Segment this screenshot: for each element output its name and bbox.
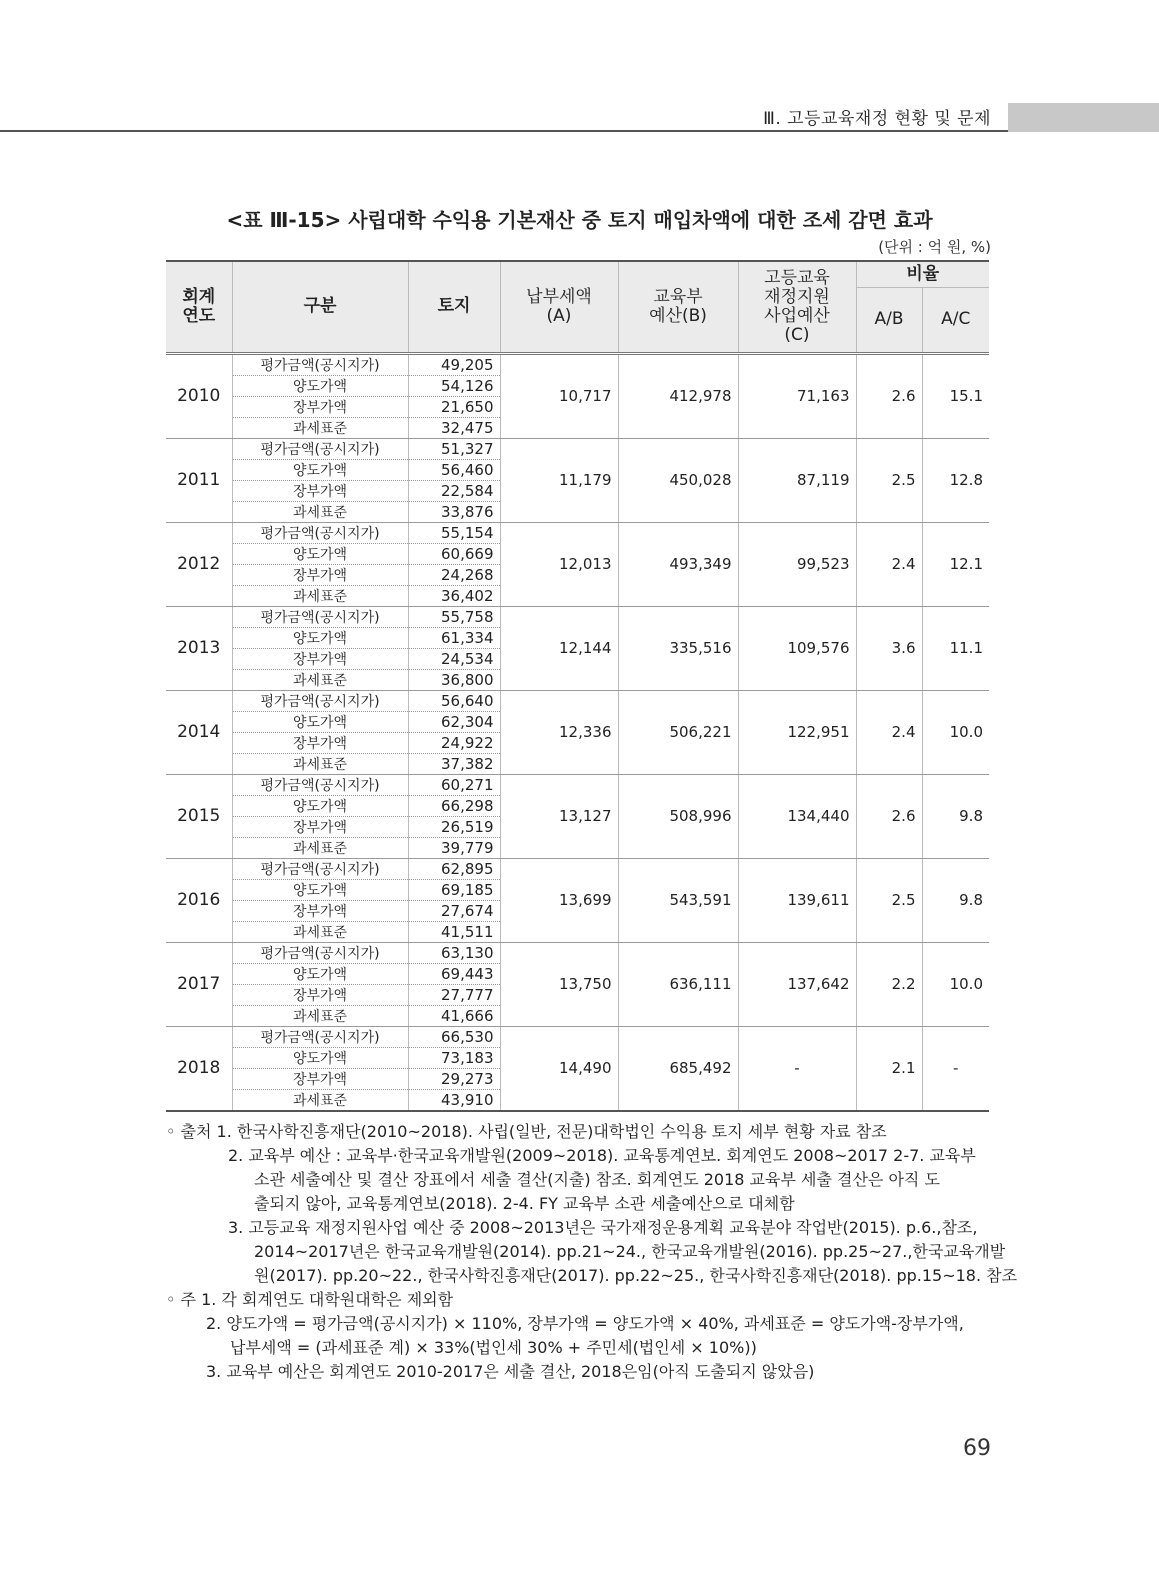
col-header-ab: A/B — [856, 287, 922, 353]
table-row — [166, 1026, 989, 1047]
notes — [166, 1120, 1018, 1384]
year-cell: 2015 — [166, 774, 232, 858]
category-cell: 장부가액 — [232, 816, 408, 837]
tax-cell: 13,699 — [500, 858, 618, 942]
table-row — [166, 858, 989, 879]
category-cell: 평가금액(공시지가) — [232, 1026, 408, 1047]
land-cell: 36,800 — [408, 669, 500, 690]
ratio-ab-cell: 2.5 — [856, 858, 922, 942]
support-budget-cell: 109,576 — [738, 606, 856, 690]
table-row — [166, 353, 989, 375]
ratio-ac-cell: - — [922, 1026, 989, 1111]
category-cell: 장부가액 — [232, 480, 408, 501]
land-cell: 56,640 — [408, 690, 500, 711]
table-row — [166, 438, 989, 459]
ratio-ac-cell: 10.0 — [922, 942, 989, 1026]
table-row — [166, 942, 989, 963]
note-line: 2. 교육부 예산 : 교육부·한국교육개발원(2009~2018). 교육통계연보. 회계연도 2008~2017 2-7. 교육부 — [228, 1146, 976, 1165]
category-cell: 평가금액(공시지가) — [232, 942, 408, 963]
land-cell: 41,666 — [408, 1005, 500, 1026]
land-cell: 60,271 — [408, 774, 500, 795]
land-cell: 60,669 — [408, 543, 500, 564]
note-line: 3. 교육부 예산은 회계연도 2010-2017은 세출 결산, 2018은임(아직 도출되지 않았음) — [206, 1362, 815, 1381]
year-cell: 2017 — [166, 942, 232, 1026]
note-line: ◦ 출처 1. 한국사학진흥재단(2010~2018). 사립(일반, 전문)대학법인 수익용 토지 세부 현황 자료 참조 — [166, 1122, 887, 1141]
moe-budget-cell: 685,492 — [618, 1026, 738, 1111]
land-cell: 41,511 — [408, 921, 500, 942]
col-header-ac: A/C — [922, 287, 989, 353]
moe-budget-cell: 412,978 — [618, 353, 738, 438]
category-cell: 과세표준 — [232, 417, 408, 438]
land-cell: 73,183 — [408, 1047, 500, 1068]
support-budget-cell: 137,642 — [738, 942, 856, 1026]
ratio-ac-cell: 12.1 — [922, 522, 989, 606]
ratio-ac-cell: 12.8 — [922, 438, 989, 522]
ratio-ac-cell: 10.0 — [922, 690, 989, 774]
page-number: 69 — [963, 1436, 991, 1461]
ratio-ab-cell: 2.6 — [856, 774, 922, 858]
header-rule — [0, 130, 1008, 132]
col-header-ratio: 비율 — [856, 261, 989, 287]
category-cell: 과세표준 — [232, 501, 408, 522]
category-cell: 평가금액(공시지가) — [232, 522, 408, 543]
land-cell: 51,327 — [408, 438, 500, 459]
note-line: 납부세액 = (과세표준 계) × 33%(법인세 30% + 주민세(법인세 × 10%)) — [230, 1338, 757, 1357]
tax-cell: 13,750 — [500, 942, 618, 1026]
land-cell: 63,130 — [408, 942, 500, 963]
table-row — [166, 690, 989, 711]
note-line: 3. 고등교육 재정지원사업 예산 중 2008~2013년은 국가재정운용계획 교육분야 작업반(2015). p.6.,참조, — [228, 1218, 978, 1237]
category-cell: 장부가액 — [232, 648, 408, 669]
year-cell: 2010 — [166, 353, 232, 438]
land-cell: 62,895 — [408, 858, 500, 879]
ratio-ab-cell: 3.6 — [856, 606, 922, 690]
year-cell: 2014 — [166, 690, 232, 774]
support-budget-cell: 87,119 — [738, 438, 856, 522]
category-cell: 평가금액(공시지가) — [232, 690, 408, 711]
year-cell: 2018 — [166, 1026, 232, 1111]
col-header-land: 토지 — [408, 261, 500, 353]
land-cell: 55,154 — [408, 522, 500, 543]
land-cell: 24,922 — [408, 732, 500, 753]
land-cell: 61,334 — [408, 627, 500, 648]
ratio-ac-cell: 11.1 — [922, 606, 989, 690]
year-cell: 2016 — [166, 858, 232, 942]
tax-cell: 10,717 — [500, 353, 618, 438]
col-header-support: 고등교육 재정지원 사업예산 (C) — [738, 261, 856, 353]
category-cell: 양도가액 — [232, 795, 408, 816]
year-cell: 2012 — [166, 522, 232, 606]
moe-budget-cell: 450,028 — [618, 438, 738, 522]
land-cell: 27,674 — [408, 900, 500, 921]
moe-budget-cell: 636,111 — [618, 942, 738, 1026]
category-cell: 양도가액 — [232, 963, 408, 984]
note-line: 원(2017). pp.20~22., 한국사학진흥재단(2017). pp.22~25., 한국사학진흥재단(2018). pp.15~18. 참조 — [254, 1266, 1018, 1285]
note-line: 2. 양도가액 = 평가금액(공시지가) × 110%, 장부가액 = 양도가액 × 40%, 과세표준 = 양도가액-장부가액, — [206, 1314, 964, 1333]
land-cell: 49,205 — [408, 353, 500, 375]
category-cell: 양도가액 — [232, 879, 408, 900]
category-cell: 양도가액 — [232, 1047, 408, 1068]
ratio-ac-cell: 9.8 — [922, 774, 989, 858]
header-gray-block — [1008, 103, 1159, 132]
land-cell: 56,460 — [408, 459, 500, 480]
tax-cell: 13,127 — [500, 774, 618, 858]
land-cell: 62,304 — [408, 711, 500, 732]
land-cell: 27,777 — [408, 984, 500, 1005]
unit-label: (단위 : 억 원, %) — [878, 238, 991, 256]
land-cell: 24,268 — [408, 564, 500, 585]
ratio-ab-cell: 2.2 — [856, 942, 922, 1026]
note-line: 소관 세출예산 및 결산 장표에서 세출 결산(지출) 참조. 회계연도 2018 교육부 세출 결산은 아직 도 — [254, 1170, 940, 1189]
note-line: ◦ 주 1. 각 회계연도 대학원대학은 제외함 — [166, 1290, 454, 1309]
land-cell: 24,534 — [408, 648, 500, 669]
category-cell: 평가금액(공시지가) — [232, 858, 408, 879]
land-cell: 54,126 — [408, 375, 500, 396]
tax-cell: 11,179 — [500, 438, 618, 522]
moe-budget-cell: 493,349 — [618, 522, 738, 606]
col-header-moe: 교육부 예산(B) — [618, 261, 738, 353]
support-budget-cell: 71,163 — [738, 353, 856, 438]
category-cell: 양도가액 — [232, 627, 408, 648]
category-cell: 과세표준 — [232, 585, 408, 606]
category-cell: 평가금액(공시지가) — [232, 353, 408, 375]
col-header-tax: 납부세액 (A) — [500, 261, 618, 353]
note-line: 2014~2017년은 한국교육개발원(2014). pp.21~24., 한국교육개발원(2016). pp.25~27.,한국교육개발 — [254, 1242, 1006, 1261]
moe-budget-cell: 335,516 — [618, 606, 738, 690]
moe-budget-cell: 543,591 — [618, 858, 738, 942]
ratio-ab-cell: 2.5 — [856, 438, 922, 522]
category-cell: 장부가액 — [232, 984, 408, 1005]
tax-cell: 12,013 — [500, 522, 618, 606]
ratio-ac-cell: 9.8 — [922, 858, 989, 942]
category-cell: 과세표준 — [232, 1005, 408, 1026]
category-cell: 양도가액 — [232, 543, 408, 564]
category-cell: 평가금액(공시지가) — [232, 774, 408, 795]
category-cell: 과세표준 — [232, 753, 408, 774]
category-cell: 장부가액 — [232, 396, 408, 417]
ratio-ab-cell: 2.6 — [856, 353, 922, 438]
col-header-year: 회계 연도 — [166, 261, 232, 353]
land-cell: 33,876 — [408, 501, 500, 522]
category-cell: 과세표준 — [232, 921, 408, 942]
support-budget-cell: 134,440 — [738, 774, 856, 858]
ratio-ab-cell: 2.4 — [856, 522, 922, 606]
table-row — [166, 774, 989, 795]
ratio-ab-cell: 2.1 — [856, 1026, 922, 1111]
land-cell: 37,382 — [408, 753, 500, 774]
support-budget-cell: - — [738, 1026, 856, 1111]
data-table — [166, 260, 989, 1112]
land-cell: 55,758 — [408, 606, 500, 627]
moe-budget-cell: 506,221 — [618, 690, 738, 774]
table-row — [166, 606, 989, 627]
land-cell: 66,298 — [408, 795, 500, 816]
tax-cell: 12,144 — [500, 606, 618, 690]
category-cell: 과세표준 — [232, 1089, 408, 1111]
category-cell: 평가금액(공시지가) — [232, 606, 408, 627]
land-cell: 69,185 — [408, 879, 500, 900]
land-cell: 22,584 — [408, 480, 500, 501]
land-cell: 39,779 — [408, 837, 500, 858]
land-cell: 32,475 — [408, 417, 500, 438]
tax-cell: 12,336 — [500, 690, 618, 774]
category-cell: 장부가액 — [232, 732, 408, 753]
support-budget-cell: 139,611 — [738, 858, 856, 942]
year-cell: 2011 — [166, 438, 232, 522]
category-cell: 양도가액 — [232, 375, 408, 396]
support-budget-cell: 99,523 — [738, 522, 856, 606]
category-cell: 과세표준 — [232, 837, 408, 858]
land-cell: 36,402 — [408, 585, 500, 606]
table-title: <표 Ⅲ-15> 사립대학 수익용 기본재산 중 토지 매입차액에 대한 조세 감면 효과 — [226, 208, 933, 232]
land-cell: 21,650 — [408, 396, 500, 417]
moe-budget-cell: 508,996 — [618, 774, 738, 858]
running-header: Ⅲ. 고등교육재정 현황 및 문제 — [763, 109, 991, 129]
ratio-ac-cell: 15.1 — [922, 353, 989, 438]
category-cell: 장부가액 — [232, 1068, 408, 1089]
table-row — [166, 522, 989, 543]
ratio-ab-cell: 2.4 — [856, 690, 922, 774]
col-header-category: 구분 — [232, 261, 408, 353]
tax-cell: 14,490 — [500, 1026, 618, 1111]
land-cell: 29,273 — [408, 1068, 500, 1089]
category-cell: 장부가액 — [232, 900, 408, 921]
note-line: 출되지 않아, 교육통계연보(2018). 2-4. FY 교육부 소관 세출예산으로 대체함 — [254, 1194, 795, 1213]
category-cell: 장부가액 — [232, 564, 408, 585]
land-cell: 69,443 — [408, 963, 500, 984]
land-cell: 43,910 — [408, 1089, 500, 1111]
land-cell: 26,519 — [408, 816, 500, 837]
category-cell: 과세표준 — [232, 669, 408, 690]
year-cell: 2013 — [166, 606, 232, 690]
category-cell: 양도가액 — [232, 711, 408, 732]
support-budget-cell: 122,951 — [738, 690, 856, 774]
category-cell: 평가금액(공시지가) — [232, 438, 408, 459]
category-cell: 양도가액 — [232, 459, 408, 480]
land-cell: 66,530 — [408, 1026, 500, 1047]
